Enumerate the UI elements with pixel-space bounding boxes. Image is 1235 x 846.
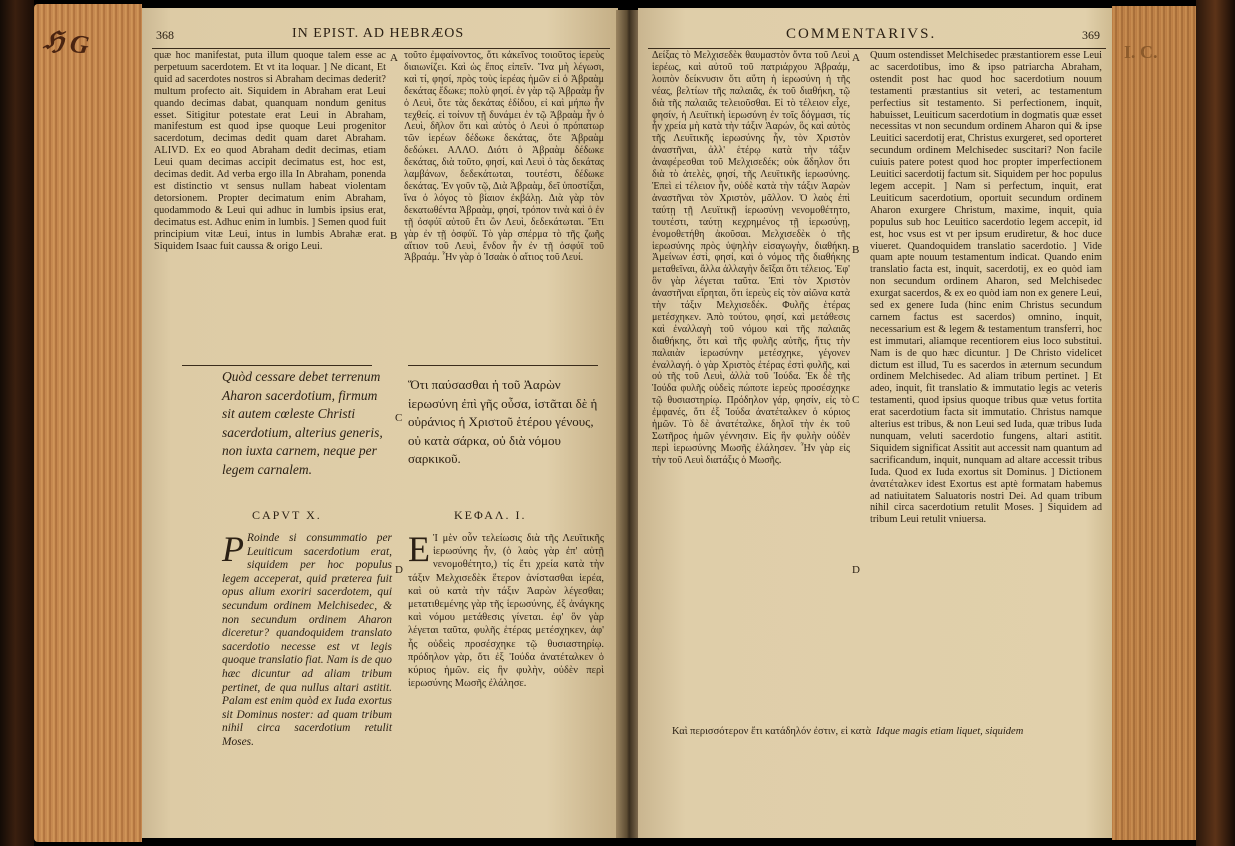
margin-letter-b: B [390,230,398,242]
latin-commentary-column-right: Quum ostendisset Melchisedec præstantiorem esse Leui ac sacerdotibus, imo & ipso patriarcha Abraham, ostendit post hac quod hoc sacerdotium nouum testamenti præstantius sit veteri, ac testamentum perfectius sit testamento. Si perfectionem, inquit, habuisset, Leuiticum sacerdotium in dogmatis quæ esset necessitas vt non secundum ordinem Aharon qui & ipse Leuitici sacerdotij erat, Christus exurgeret, sed oporteret secundum ordinem Melchisedec suscitari? Non facile cuiuis patere potest quod hoc propter imperfectionem Leuitici sacerdotij factum sit. Siquidem per hoc populus legem accepit. ] Nam si perfectum, inquit, erat Leuiticum sacerdotium, oportuit secundum ordinem Aharon exurgere Christum, maxime, inquit, quia populus sub hoc Leuitico sacerdotio legem accepit, id est, hoc vsus est vt per ipsum erudiretur, & hoc duce viueret. Quandoquidem translatio sacerdotio. ] Vide quam apte nouum testamentum indicat. Quando enim translatio facta est, inquit, sacerdotij, ex eo quòd iam non secundum ordinem Aharon, sed Melchisedec exurgat sacerdos, & ex eo quòd iam non ex genere Leui, sed ex genere Iuda (hinc enim Christus secundum carnem factus est sacerdos) omnino, inquit, necessarium est & legem & testamentum transferri, hoc est immutari, aliamque recentiorem eius loco substitui. Nam is de quo hæc dicuntur. ] De Christo videlicet dictum est illud, Tu es sacerdos in æternum secundum ordinem Melchisedec. Ad aliam tribum pertinet. ] Et adeo, inquit, fit translatio & immutatio legis ac veteris testamenti, quod ipsius quoque tribus quæ vetus fortita erat sacerdotium facta sit immutatio. Christus namque alterius est tribus, & non Leui sed Iuda, quæ tribus Iuda nunquam, veluti sacerdotio fungens, altari astitit. Siquidem significat Assitit aut accessit nam quantum ad sacrificandum, inquit, nunquam ad altare accessit tribus Iuda. Quod ex Iuda exortus sit Dominus. ] Dictionem ἀνατέταλκεν idest Exortus est aptè formatam habemus ad natiuitatem Saluatoris nostri Dei. Ad quam tribum nihil circa sacerdotium retulit Moses. ] Siquidem ad tribum Leui retulit vniuersa. [870,50,1102,526]
page-number-right: 369 [1082,28,1100,42]
header-rule-left [152,48,610,49]
margin-letter-a-right: A [852,52,860,64]
header-rule-right [648,48,1106,49]
section-rule-greek [408,365,598,366]
running-head-left: IN EPIST. AD HEBRÆOS [292,26,465,41]
greek-scripture-body: Ἰ μὲν οὖν τελείωσις διὰ τῆς Λευϊτικῆς ἱερωσύνης ἦν, (ὁ λαὸς γὰρ ἐπ' αὐτῇ νενομοθέτητο,) τίς ἔτι χρεία κατὰ τὴν τάξιν Μελχισεδὲκ ἕτερον ἀνίστασθαι ἱερέα, καὶ οὐ κατὰ τὴν τάξιν Ἀαρὼν λέγεσθαι; μετατιθεμένης γὰρ τῆς ἱερωσύνης, ἐξ ἀνάγκης καὶ νόμου μετάθεσις γίνεται. ἐφ' ὃν γὰρ λέγεται ταῦτα, φυλῆς ἑτέρας μετέσχηκεν, ἀφ' ἧς οὐδεὶς προσέσχηκε τῷ θυσιαστηρίῳ. πρόδηλον γὰρ, ὅτι ἐξ Ἰούδα ἀνατέταλκεν ὁ κύριος ἡμῶν. εἰς ἣν φυλὴν, οὐδὲν περὶ ἱερωσύνης Μωσῆς ἐλάλησε. [408,533,604,690]
greek-commentary-column-right: Δείξας τὸ Μελχισεδὲκ θαυμαστὸν ὄντα τοῦ Λευὶ ἱερέως, καὶ αὐτοῦ τοῦ πατριάρχου Ἀβραάμ, λοιπὸν δείκνυσιν ὅτι αὕτη ἡ ἱερωσύνη ἡ τῆς νέας, βελτίων τῆς παλαιᾶς, ἐκ τοῦ διαθήκη, τῷ διὰ τῆς παλαιᾶς τελειοῦσθαι. Εἰ τὸ τέλειον εἶχε, φησίν, ἡ Λευϊτικὴ ἱερωσύνη ἐν τοῖς δόγμασι, τίς ἦν χρεία μὴ κατὰ τὴν τάξιν Ἀαρών, ὃς καὶ αὐτὸς τῆς Λευϊτικῆς ἱερωσύνης ἦν, τὸν Χριστὸν ἀναστῆναι, ἀλλ' ἑτέρῳ κατὰ τὴν τάξιν ἀναφέρεσθαι τοῦ Μελχισεδέκ; οὐκ ἄδηλον ὅτι διὰ τὸ ἀτελὲς, φησί, τῆς Λευϊτικῆς ἱερωσύνης. Ἐπεὶ εἰ τέλειον ἦν, οὐδὲ κατὰ τὴν τάξιν Ἀαρὼν ἀναστῆναι τὸν Χριστὸν, μᾶλλον. Ὁ λαὸς ἐπὶ ταύτῃ τῇ Λευϊτικῇ ἱερωσύνῃ νενομοθέτητο, τουτέστι, ταύτῃ κεχρημένος τῇ ἱερωσύνῃ, ἐνομοθετήθη ἀκοῦσαι. Μελχισεδὲκ ὁ τῆς ἱερωσύνης πρὸς ὑψηλὴν εἰσαγωγὴν, διαθήκη. Ἀμείνων ἐστὶ, φησί, καὶ ὁ νόμος τῆς διαθήκης μεταθεῖναι, ἄλλα ἀλλαγὴν δεῖξαι ὅτι τέλειος. Ἐφ' ὃν γὰρ λέγεται ταῦτα. Ἐπὶ τὸν Χριστὸν ἀναστῆναι εἴρηται, ὅτι ἱερεὺς εἰς τὸν αἰῶνα κατὰ τὴν τάξιν Μελχισεδέκ. Φυλῆς ἑτέρας μετέσχηκεν. Ἀπὸ τούτου, φησί, καὶ μετάθεσις καὶ ἐναλλαγὴ τοῦ νόμου καὶ τῆς παλαιᾶς διαθήκης, ὅτι καὶ τῆς φυλῆς αὐτῆς, ἥτις τὴν παλαιὰν ἱερωσύνην μετέσχηκε, γέγονεν ἐναλλαγή. ὁ γὰρ Χριστὸς ἑτέρας ἐστὶ φυλῆς, καὶ οὐ τῆς τοῦ Λευὶ, ἀλλὰ τοῦ Ἰούδα. Ἐκ δὲ τῆς Ἰούδα φυλῆς οὐδεὶς πώποτε ἱερεὺς προσέσχηκε τῷ θυσιαστηρίῳ. Πρόδηλον γάρ, φησίν, εἰς τὸ ἐμφανές, ὅτι ἐξ Ἰούδα ἀνατέταλκεν ὁ κύριος ἡμῶν. Τὸ δὲ ἀνατέταλκε, δηλοῖ τὴν ἐκ τοῦ Σωτῆρος ἡμῶν γέννησιν. Εἰς ἣν φυλὴν οὐδὲν περὶ ἱερωσύνης Μωσῆς ἐλάλησεν. Ἦν γὰρ εἰς τὴν τοῦ Λευὶ διατάξις ὁ Μωσῆς. [652,50,850,466]
book-spine-right [1196,0,1235,846]
fore-edge-right [1112,6,1198,840]
page-number-left: 368 [156,28,174,42]
right-page [638,8,1114,838]
edge-mark-left: ℌ G [42,25,91,60]
margin-letter-d-right: D [852,564,860,576]
greek-scripture-text [408,529,604,732]
latin-scripture-body: Roinde si consummatio per Leuiticum sacerdotium erat, siquidem per hoc populus legem acceperat, quid præterea fuit opus alium exoriri sacerdotem, qui secundum ordinem Melchisedec, & non secundum ordinem Aharon diceretur? quandoquidem translato sacerdotio necesse est vt legis quoque translatio fiat. Nam is de quo hæc dicuntur ad aliam tribum pertinet, de qua nullus altari astitit. Palam est enim quòd ex Iuda exortus sit Dominus noster: ad quam tribum nihil circa sacerdotium retulit Moses. [222,532,392,748]
margin-letter-c: C [395,412,403,424]
left-page [142,8,618,838]
book-gutter [616,10,640,838]
greek-argument-heading: Ὅτι παύσασθαι ἡ τοῦ Ἀαρὼν ἱερωσύνη ἐπὶ γῆς οὖσα, ἱστᾶται δὲ ἡ οὐράνιος ἡ Χριστοῦ ἑτέρου γένους, οὐ κατὰ σάρκα, οὐ διὰ νόμου σαρκικοῦ. [408,377,598,466]
latin-commentary-column: quæ hoc manifestat, puta illum quoque talem esse ac perpetuum sacerdotem. Et vt ita loquar. ] Ne dicant, Et quid ad sacerdotes nostros si Abraham decimas dederit? multum profecto ait. Siquidem in Abraham erat Leui quando decimas dabat, quanquam nondum genitus esset. Sitigitur potestate erat Leui in Abraham, manifestum est quod ipse quoque Leui progenitor sacerdotum, decimas dedit quam daret Abraham. ALIVD. Ex eo quod Abraham dedit decimas, etiam Leui quam decimas accipit decimatus est, hoc est, decimas dedit. Ad verba ergo illa In Abraham, ponenda est distinctio vt sensus nullam habeat violentam detorsionem. Propter decimatum enim Abraham, quodammodo & Leui qui adhuc in lumbis ipsius erat, decimatus est. Adhuc enim in lumbis. ] Semen quod fuit principium vitæ Leui, intus in lumbis Abrahæ erat. Siquidem Isaac fuit caussa & origo Leui. [154,50,386,252]
latin-catchword: Idque magis etiam liquet, siquidem [876,726,1024,737]
latin-drop-cap: P [222,529,244,569]
latin-scripture-text [222,529,392,748]
section-rule-latin [182,365,372,366]
greek-drop-cap: Ε [408,529,430,569]
margin-letter-a: A [390,52,398,64]
margin-letter-c-right: C [852,394,860,406]
margin-letter-d: D [395,564,403,576]
edge-mark-right: I. C. [1124,42,1158,62]
greek-commentary-column: τοῦτο ἐμφαίνοντος, ὅτι κἀκεῖνος τοιοῦτος ἱερεὺς διαιωνίζει. Καὶ ὡς ἔπος εἰπεῖν. Ἵνα μὴ λέγωσι, καὶ τί, φησί, πρὸς τοὺς ἱερέας ἡμῶν εἰ ὁ Ἀβραὰμ δεκάτας ἔδωκε; πολὺ φησί. ἐν γὰρ τῷ Ἀβραὰμ ἦν ὁ Λευὶ, ὅτε τὰς δεκάτας ἐδίδου, εἰ καὶ μήπω ἦν τεχθείς. εἰ τοίνυν τῇ δυνάμει ἐν τῷ Ἀβραὰμ ἦν ὁ Λευὶ, δῆλον ὅτι καὶ αὐτὸς ὁ Λευὶ ὁ πρόπατωρ τῶν ἱερέων δέδωκε δεκάτας, ὅτε Ἀβραὰμ δεδώκει. ΑΛΛΟ. Διότι ὁ Ἀβραὰμ δέδωκε δεκάτας, διὰ τοῦτο, φησί, καὶ Λευὶ ὁ τὰς δεκάτας λαμβάνων, δεδεκάτωται, τουτέστι, δέδωκε δεκάτας. Ἐν γοῦν τῷ, Διὰ Ἀβραὰμ, δεῖ ὑποστίξαι, ἵνα ὁ λόγος τὸ βίαιον ἐκβάλῃ. Διὰ γὰρ τὸν δεκατωθέντα Ἀβραὰμ, φησί, τρόπον τινὰ καὶ ὁ ἐν τῇ ὀσφύϊ αὐτοῦ ἔτι ὢν Λευὶ, δεδεκάτωται. Ἔτι γὰρ ἐν τῇ ὀσφύϊ. Τὸ γὰρ σπέρμα τὸ τῆς ζωῆς αἴτιον τοῦ Λευὶ, ἔνδον ἦν ἐν τῇ ὀσφύϊ τοῦ Ἀβραάμ. Ἦν γὰρ ὁ Ἰσαὰκ ὁ αἴτιος τοῦ Λευί. [404,50,604,264]
greek-chapter-title: ΚΕΦΑΛ. Ι. [454,508,527,522]
book-spine-left [0,0,34,846]
fore-edge-left [34,4,142,842]
margin-letter-b-right: B [852,244,860,256]
running-head-right: COMMENTARIVS. [786,26,937,42]
latin-argument-heading: Quòd cessare debet terrenum Aharon sacerdotium, firmum sit autem cœleste Christi sacerdotium, alterius generis, non iuxta carnem, neque per legem carnalem. [222,369,383,477]
latin-chapter-title: CAPVT X. [252,508,322,522]
greek-catchword: Καὶ περισσότερον ἔτι κατάδηλόν ἐστιν, εἰ κατὰ [672,726,872,737]
